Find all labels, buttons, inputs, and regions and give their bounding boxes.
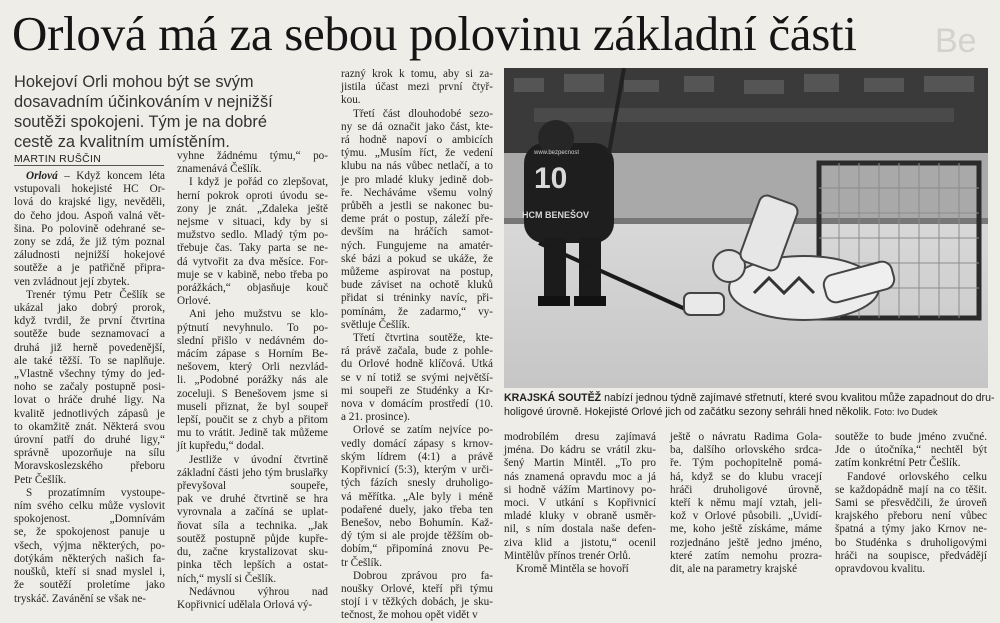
text-line: krajského přeboru není vůbec: [835, 510, 987, 523]
article-column-6: [835, 431, 987, 576]
article-column-3: [341, 68, 493, 623]
text-line: Dobrou zprávou pro fa-: [353, 569, 493, 582]
text-line: S prozatímním vystoupe-: [26, 486, 165, 499]
text-line: Benešov, nebo Bohumín. Kaž-: [341, 516, 493, 529]
text-line: soutěž postupně půjde kupře-: [177, 532, 328, 545]
text-line: tečnost, že mohou opět vidět v: [341, 609, 478, 622]
text-line: nejsme v situaci, kdy by si: [177, 216, 328, 229]
photo-credit: Foto: Ivo Dudek: [871, 406, 938, 417]
jersey-number: 10: [534, 162, 568, 195]
text-line: a 21. prosince).: [341, 411, 410, 424]
text-line: pinka těch lepších a ostat-: [177, 559, 328, 572]
text-line: vyhne žádnému týmu,“ po-: [177, 150, 328, 162]
text-line: opravdovou kvalitu.: [835, 563, 926, 576]
text-line: slední přišlo v nedávném do-: [177, 334, 328, 347]
hockey-photo: [504, 68, 988, 388]
text-line: stojí i v těžkých dobách, je sku-: [341, 596, 493, 609]
lead-line: cestě za kvalitním umístěním.: [14, 133, 230, 151]
text-line: moci. V utkání s Kopřivnicí: [504, 497, 656, 510]
text-line: noho se začaly postupně posi-: [14, 381, 165, 394]
text-line: které zatím nemohu prozra-: [670, 549, 822, 562]
lead-paragraph: [14, 72, 314, 152]
text-line: vedly domácí zápasy s krnov-: [341, 437, 493, 450]
text-line: muje se v kabině, nebo třeba po: [177, 268, 328, 281]
text-line: znamenává Češlík.: [177, 163, 262, 176]
text-line: jména. Do kádru se vrátil zku-: [504, 444, 656, 457]
text-line: pak ve druhé čtvrtině se hra: [177, 493, 328, 506]
text-line: lovat o hráče druhé ligy. Na: [14, 394, 165, 407]
hockey-scene-image: [504, 68, 988, 388]
text-line: bo Studénka s druholigovými: [835, 536, 987, 549]
text-line: ven zvládnout její zbytek.: [14, 275, 130, 288]
text-line: bude záviset na ochotě kluků: [341, 279, 493, 292]
text-line: druhá již herně povedenější,: [14, 341, 165, 354]
text-line: je pro mladé kluky jedině dob-: [341, 173, 493, 186]
adjacent-article-fragment: Be: [935, 22, 977, 60]
text-line: Mintělův přínos trenér Orlů.: [504, 549, 631, 562]
text-line: museli přiznat, že byl soupeř: [177, 400, 328, 413]
text-line: ře. Necháváme všemu volný: [341, 186, 493, 199]
text-line: kvalitě jednotlivých zápasů je: [14, 407, 165, 420]
text-line: Orlové se zatím nejvíce po-: [353, 424, 493, 437]
text-line: li. „Podobné porážky nás ale: [177, 374, 328, 387]
text-line: noušky Orlové, kteří při týmu: [341, 582, 493, 595]
text-line: zony je znát. „Zdaleka ještě: [177, 202, 328, 215]
text-line: ře. Tým pochopitelně pomá-: [670, 457, 822, 470]
text-line: tr Češlík.: [341, 556, 383, 569]
helmet-text: www.bezpecnost: [534, 150, 580, 156]
text-line: dobím,“ připomíná znovu Pe-: [341, 543, 493, 556]
text-line: týmu. „Musím říct, že vedení: [341, 147, 493, 160]
text-line: Trenér týmu Petr Češlík se: [26, 288, 165, 301]
text-line: rá právě začala, bude z pohle-: [341, 345, 493, 358]
caption-text-2: holigové úrovně. Hokejisté Orlové jich od začátku sezony sehráli hned několik.: [504, 405, 872, 418]
text-line: hráči druholigové úrovně,: [670, 483, 822, 496]
text-line: Kopřivnicí (5:3), kterým v urči-: [341, 464, 493, 477]
text-line: lová do krajské ligy, nevěděli,: [14, 196, 165, 209]
text-line: noušků, kteří si snad myslel i,: [14, 566, 165, 579]
text-line: tryskáč. Zavánění se však ne-: [14, 592, 147, 605]
text-line: modrobílém dresu zajímavá: [504, 431, 656, 443]
text-line: hráči na soupisce, předvádějí: [835, 549, 987, 562]
text-line: du Orlové hodně klíčová. Utká: [341, 358, 493, 371]
text-line: ukázal jako dobrý prorok,: [14, 302, 165, 315]
text-line: ské bázi a pokud se ukáže, že: [341, 252, 493, 265]
text-line: Moravskoslezského přeboru: [14, 460, 165, 473]
text-line: ziva klid a jistotu,“ ocenil: [504, 536, 656, 549]
text-line: šený Martin Mintěl. „To pro: [504, 457, 656, 470]
text-line: když tvrdil, že první čtvrtina: [14, 315, 165, 328]
text-line: tých fázích snesly druholigo-: [341, 477, 493, 490]
text-line: nova v domácím prostředí (10.: [341, 398, 493, 411]
text-line: ještě o návratu Radima Gola-: [670, 431, 822, 443]
text-line: Orlové.: [177, 295, 211, 308]
text-line: Ani jeho mužstvu se klo-: [189, 308, 328, 321]
text-line: zoceluji. S Benešovem jsme si: [177, 387, 328, 400]
text-line: mužstvo sedlo. Mladý tým po-: [177, 229, 328, 242]
text-line: Petr Češlík.: [14, 473, 67, 486]
text-line: záludnosti nejnižší hokejové: [14, 249, 165, 262]
text-line: „Vlastně všechny týmy do jed-: [14, 368, 165, 381]
text-line: světluje Češlík.: [341, 318, 410, 331]
author-byline: MARTIN RUŠČIN: [14, 153, 102, 165]
text-line: klubu na nás vůbec netlačí, a to: [341, 160, 493, 173]
text-line: pomínám, že zadarmo,“ vy-: [341, 305, 493, 318]
text-line: mi soupeři ze Studénky a Kr-: [341, 384, 493, 397]
text-line: přidat si tréninky navíc, při-: [341, 292, 493, 305]
text-line: kož v Orlové působili. „Uvidí-: [670, 510, 822, 523]
text-line: spokojenost. „Domnívám: [14, 513, 165, 526]
text-line: du, začne krystalizovat sku-: [177, 546, 328, 559]
text-line: převyšoval soupeře,: [177, 480, 328, 493]
text-line: dotýkám některých našich fa-: [14, 552, 165, 565]
text-line: nás znamená opravdu moc a já: [504, 470, 656, 483]
text-line: to okamžitě znát. Některá svou: [14, 420, 165, 433]
photo-caption: [504, 392, 995, 419]
caption-label: KRAJSKÁ SOUTĚŽ: [504, 392, 602, 404]
text-line: ňovat síla a technika. „Jak: [177, 519, 328, 532]
text-line: rá hodně napoví o ambicích: [341, 134, 493, 147]
text-line: jít kupředu,“ dodal.: [177, 440, 264, 453]
lead-line: dosavadním účinkováním v nejnižší: [14, 93, 273, 111]
text-line: nešovem, který Orli nezvlád-: [177, 361, 328, 374]
text-line: se, že spokojenost panuje u: [14, 526, 165, 539]
article-column-5: [670, 431, 822, 576]
text-line: Jde o útočníka,“ nechtěl být: [835, 444, 987, 457]
text-line: šina. Po polovině odehrané se-: [14, 222, 165, 235]
text-line: Sami se přesvědčili, že úroveň: [835, 497, 987, 510]
text-line: devším na hráčích samot-: [341, 226, 493, 239]
text-line: ních,“ myslí si Češlík.: [177, 572, 277, 585]
text-line: kou.: [341, 94, 361, 107]
headline: Orlová má za sebou polovinu základní části: [12, 6, 857, 61]
caption-line-2: [504, 406, 988, 420]
text-line: deme prát o postup, záleží pře-: [341, 213, 493, 226]
article-column-4: [504, 431, 656, 576]
byline-rule: [14, 165, 164, 166]
text-line: porážkách,“ objasňuje kouč: [177, 282, 328, 295]
text-line: vyrovnala a začíná se uplat-: [177, 506, 328, 519]
text-line: lepší, poučit se z chyb a přitom: [177, 414, 328, 427]
text-line: zony se zdá, že již tým poznal: [14, 236, 165, 249]
text-line: ny se dá označit jako část, kte-: [341, 120, 493, 133]
lead-line: Hokejoví Orli mohou být se svým: [14, 73, 254, 91]
text-line: třebuje čas. Taky parta se ne-: [177, 242, 328, 255]
text-line: soutěže bude seznamovací a: [14, 328, 165, 341]
text-line: jistila účast mezi první čtyř-: [341, 81, 493, 94]
text-line: si hodně vážím Martinovy po-: [504, 483, 656, 496]
text-line: ale také těžší. To se naplňuje.: [14, 354, 165, 367]
text-line: mladé kluky v obraně usměr-: [504, 510, 656, 523]
text-line: všech, výjma některých, po-: [14, 539, 165, 552]
text-line: špatná a týmy jako Krnov ne-: [835, 523, 987, 536]
text-line: základní části jeho tým bruslařky: [177, 466, 328, 479]
text-line: soutěže a je patřičně připra-: [14, 262, 165, 275]
text-line: Fandové orlovského celku: [847, 470, 987, 483]
text-line: se v ní totiž se svými největší-: [341, 371, 493, 384]
text-line: do čeho jdou. Aspoň valná vět-: [14, 209, 165, 222]
text-line: úrovní patří do druhé ligy,“: [14, 434, 165, 447]
text-line: ba, dalšího orlovského srdca-: [670, 444, 822, 457]
text-line: ných. Fungujeme na amatér-: [341, 239, 493, 252]
text-line: Kromě Mintěla se hovoří: [516, 563, 629, 576]
text-line: Třetí čtvrtina soutěže, kte-: [353, 332, 493, 345]
text-line: mácím zápase s Horním Be-: [177, 348, 328, 361]
caption-text-1: nabízí jednou týdně zajímavé střetnutí, které svou kvalitou může zapadnout do dru-: [601, 392, 995, 404]
text-line: herní pokrok oproti úvodu se-: [177, 189, 328, 202]
text-line: kteří k němu mají vztah, jeli-: [670, 497, 822, 510]
text-line: správně upozorňuje na sílu: [14, 447, 165, 460]
text-line: Kopřivnicí udělala Orlová vý-: [177, 598, 313, 611]
text-line: pýtnutí nevyhnulo. To po-: [177, 321, 328, 334]
text-line: I když je pořád co zlepšovat,: [189, 176, 328, 189]
caption-line-1: [504, 392, 995, 406]
text-line: dý tým si ale projde těžším ob-: [341, 530, 493, 543]
text-line: ním svého celku může vyslovit: [14, 500, 165, 513]
article-column-2: [177, 150, 328, 612]
text-line: průběh a jestli se nakonec bu-: [341, 200, 493, 213]
text-line: dá vytvořit za dva měsíce. For-: [177, 255, 328, 268]
text-line: že soutěží proletíme jako: [14, 579, 165, 592]
text-line: [14, 170, 165, 183]
lead-line: soutěži spokojeni. Tým je na dobré: [14, 113, 267, 131]
text-line: nil, s ním dostala naše defen-: [504, 523, 656, 536]
text-line: vstupovali hokejisté HC Or-: [14, 183, 165, 196]
text-line: dit, ale na parametry krajské: [670, 563, 798, 576]
text-line: ským lídrem (4:1) a právě: [341, 450, 493, 463]
text-line: soutěže to bude jméno zvučné.: [835, 431, 987, 443]
text-line: Nedávnou výhrou nad: [189, 585, 328, 598]
text-line: rozjednáno ještě jedno jméno,: [670, 536, 822, 549]
text-line: razný krok k tomu, aby si za-: [341, 68, 493, 80]
article-column-1: [14, 170, 165, 606]
text-line: me, koho ještě získáme, máme: [670, 523, 822, 536]
text-line: se každopádně mají na co těšit.: [835, 483, 987, 496]
jersey-team-text: HCM BENEŠOV: [522, 210, 590, 220]
text-line: mu to vrátit. Jedině tak můžeme: [177, 427, 328, 440]
text-line: vá měřítka. „Ale byly i méně: [341, 490, 493, 503]
dateline: Orlová: [26, 170, 58, 182]
text-line: Jestliže v úvodní čtvrtině: [189, 453, 328, 466]
text-line: Třetí část dlouhodobé sezo-: [353, 107, 493, 120]
text-line: há, když se do klubu vracejí: [670, 470, 822, 483]
text-line: podařené duely, jako třeba ten: [341, 503, 493, 516]
text-line: můžeme aspirovat na postup,: [341, 266, 493, 279]
text-line: zatím konkrétní Petr Češlík.: [835, 457, 961, 470]
text-fragment: – Když koncem léta: [64, 170, 166, 182]
